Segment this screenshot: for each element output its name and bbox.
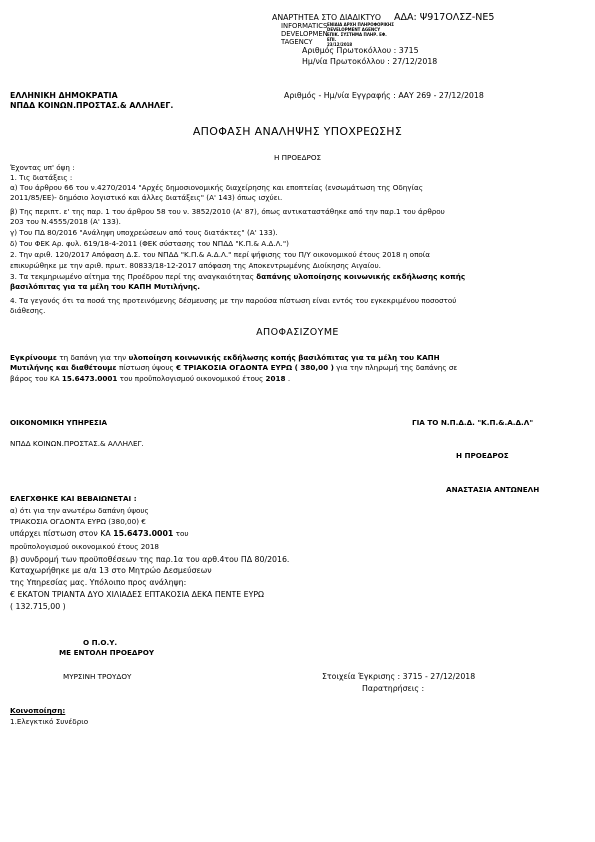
considering-item: 203 του Ν.4555/2018 (Α' 133). (10, 217, 121, 226)
remarks-label: Παρατηρήσεις : (362, 684, 425, 693)
decision-line-3 (10, 374, 290, 383)
issuer-line-1: ΕΛΛΗΝΙΚΗ ΔΗΜΟΚΡΑΤΙΑ (10, 91, 118, 100)
logo-small-1: ΕΝΙΑΙΑ ΑΡΧΗ ΠΛΗΡΟΦΟΡΙΚΗΣ (327, 22, 395, 27)
verified-text: υπάρχει πίστωση στον ΚΑ (10, 529, 114, 538)
decision-text: . (285, 374, 291, 383)
decision-text: βάρος του ΚΑ (10, 374, 62, 383)
considering-item: 2011/85/ΕΕ)- δημόσιο λογιστικό και άλλες διατάξεις" (Α' 143) όπως ισχύει. (10, 193, 283, 202)
decision-subject: υλοποίηση κοινωνικής εκδήλωσης κοπής βασιλόπιτας για τα μέλη του ΚΑΠΗ (128, 353, 440, 362)
ada-code: ΑΔΑ: Ψ917ΟΛΣΖ-ΝΕ5 (394, 12, 495, 23)
pou-heading: Ο Π.Ο.Υ. (83, 638, 118, 647)
verified-line: € ΕΚΑΤΟΝ ΤΡΙΑΝΤΑ ΔΥΟ ΧΙΛΙΑΔΕΣ ΕΠΤΑΚΟΣΙΑ ΔΕΚΑ ΠΕΝΤΕ ΕΥΡΩ (10, 590, 265, 599)
decision-year: 2018 (265, 374, 286, 383)
decision-text: του προϋπολογισμού οικονομικού έτους (117, 374, 266, 383)
verified-line-account (10, 529, 189, 539)
verified-line: ΤΡΙΑΚΟΣΙΑ ΟΓΔΟΝΤΑ ΕΥΡΩ (380,00) € (10, 517, 146, 526)
president-heading: Η ΠΡΟΕΔΡΟΣ (273, 153, 322, 162)
logo-small-3: ΕΠΙΚ. ΣΥΣΤΗΜΑ ΠΛΗΡ. ΕΦ. (327, 32, 387, 37)
approval-details: Στοιχεία Έγκρισης : 3715 - 27/12/2018 (322, 672, 476, 681)
page-title: ΑΠΟΦΑΣΗ ΑΝΑΛΗΨΗΣ ΥΠΟΧΡΕΩΣΗΣ (192, 125, 403, 138)
verified-line: Καταχωρήθηκε με α/α 13 στο Μητρώο Δεσμεύσεων (10, 566, 212, 575)
considering-item: β) Της περιπτ. ε' της παρ. 1 του άρθρου 58 του ν. 3852/2010 (Α' 87), όπως αντικαταστάθηκε από την παρ.1 του άρθρου (10, 207, 445, 216)
verified-line: ( 132.715,00 ) (10, 602, 66, 611)
logo-small-4: ΕΠΙ. (327, 37, 337, 42)
considering-item: δ) Του ΦΕΚ Αρ. φυλ. 619/18-4-2011 (ΦΕΚ σύστασης του ΝΠΔΔ "Κ.Π.& Α.Δ.Λ.") (10, 239, 289, 248)
decision-account-code: 15.6473.0001 (61, 374, 118, 383)
logo-line-1: INFORMATICS (281, 22, 328, 30)
protocol-date: Ημ/νία Πρωτοκόλλου : 27/12/2018 (302, 57, 438, 66)
verified-line: της Υπηρεσίας μας. Υπόλοιπο προς ανάληψη: (10, 578, 187, 587)
pou-name: ΜΥΡΣΙΝΗ ΤΡΟΥΔΟΥ (63, 672, 132, 681)
verified-text: του (173, 529, 189, 538)
decision-approve: Εγκρίνουμε (10, 353, 60, 362)
considering-item: 2. Την αριθ. 120/2017 Απόφαση Δ.Σ. του ΝΠΔΔ "Κ.Π.& Α.Δ.Λ." περί ψήφισης του Π/Υ οικονομικού έτους 2018 η οποία (10, 250, 430, 259)
notification-item: 1.Ελεγκτικό Συνέδριο (10, 717, 89, 726)
logo-line-3: TAGENCY (281, 38, 313, 46)
considering-item: επικυρώθηκε με την αριθ. πρωτ. 80833/18-12-2017 απόφαση της Αποκεντρωμένης Διοίκησης Αιγαίου. (10, 261, 381, 270)
decision-amount: € ΤΡΙΑΚΟΣΙΑ ΟΓΔΟΝΤΑ ΕΥΡΩ ( 380,00 ) (176, 363, 334, 372)
notification-heading: Κοινοποίηση: (10, 706, 66, 715)
president-name: ΑΝΑΣΤΑΣΙΑ ΑΝΤΩΝΕΛΗ (446, 485, 540, 494)
considering-item: 1. Τις διατάξεις : (10, 173, 73, 182)
item3-bold-cont: βασιλόπιτας για τα μέλη του ΚΑΠΗ Μυτιλήνης. (10, 282, 200, 291)
decision-text: για την πληρωμή της δαπάνης σε (333, 363, 458, 372)
registration-number: Αριθμός - Ημ/νία Εγγραφής : ΑΑΥ 269 - 27/12/2018 (284, 91, 484, 100)
protocol-number: Αριθμός Πρωτοκόλλου : 3715 (302, 46, 419, 55)
considering-item-4: 4. Τα γεγονός ότι τα ποσά της προτεινόμενης δέσμευσης με την παρούσα πίστωση είναι εντός του εγκεκριμένου ποσοστού (10, 296, 457, 305)
president-role: Η ΠΡΟΕΔΡΟΣ (456, 451, 509, 460)
economic-service-org: ΝΠΔΔ ΚΟΙΝΩΝ.ΠΡΟΣΤΑΣ.& ΑΛΛΗΛΕΓ. (10, 439, 144, 448)
decision-text: τη δαπάνη για την (59, 353, 129, 362)
verified-line: β) συνδρομή των προϋποθέσεων της παρ.1α του αρθ.4του ΠΔ 80/2016. (10, 555, 290, 564)
considering-item: α) Του άρθρου 66 του ν.4270/2014 "Αρχές δημοσιονομικής διαχείρησης και εποπτείας (ενσωμάτωση της Οδηγίας (10, 183, 423, 192)
logo-line-2: DEVELOPMEN (281, 30, 328, 38)
logo-small-5: 23/12/2018 (327, 42, 353, 47)
decision-text: πίστωση ύψους (118, 363, 176, 372)
org-sign-heading: ΓΙΑ ΤΟ Ν.Π.Δ.Δ. "Κ.Π.&.Α.Δ.Λ" (412, 418, 534, 427)
pou-subheading: ΜΕ ΕΝΤΟΛΗ ΠΡΟΕΔΡΟΥ (59, 648, 155, 657)
logo-small-2: DEVELOPMENT AGENCY (327, 27, 381, 32)
decide-heading: ΑΠΟΦΑΣΙΖΟΥΜΕ (256, 327, 339, 338)
economic-service-heading: ΟΙΚΟΝΟΜΙΚΗ ΥΠΗΡΕΣΙΑ (10, 418, 108, 427)
verified-heading: ΕΛΕΓΧΘΗΚΕ ΚΑΙ ΒΕΒΑΙΩΝΕΤΑΙ : (10, 494, 137, 503)
verified-line: προϋπολογισμού οικονομικού έτους 2018 (10, 542, 159, 551)
considering-item-3 (10, 272, 465, 281)
verified-line: α) ότι για την ανωτέρω δαπάνη ύψους (10, 506, 149, 515)
decision-subject-cont: Μυτιλήνης και διαθέτουμε (10, 363, 119, 372)
posted-label: ΑΝΑΡΤΗΤΕΑ ΣΤΟ ΔΙΑΔΙΚΤΥΟ (272, 13, 382, 22)
decision-line-1 (10, 353, 440, 362)
considering-item-4-cont: διάθεσης. (10, 306, 46, 315)
considering-intro: Έχοντας υπ' όψη : (10, 163, 75, 172)
issuer-line-2: ΝΠΔΔ ΚΟΙΝΩΝ.ΠΡΟΣΤΑΣ.& ΑΛΛΗΛΕΓ. (10, 101, 174, 110)
item3-bold: δαπάνης υλοποίησης κοινωνικής εκδήλωσης κοπής (256, 272, 466, 281)
considering-item: γ) Του ΠΔ 80/2016 "Ανάληψη υποχρεώσεων από τους διατάκτες" (Α' 133). (10, 228, 278, 237)
decision-line-2 (10, 363, 457, 372)
item3-text: 3. Τα τεκμηριωμένο αίτημα της Προέδρου περί της αναγκαιότητας (10, 272, 257, 281)
verified-account-code: 15.6473.0001 (113, 529, 174, 538)
